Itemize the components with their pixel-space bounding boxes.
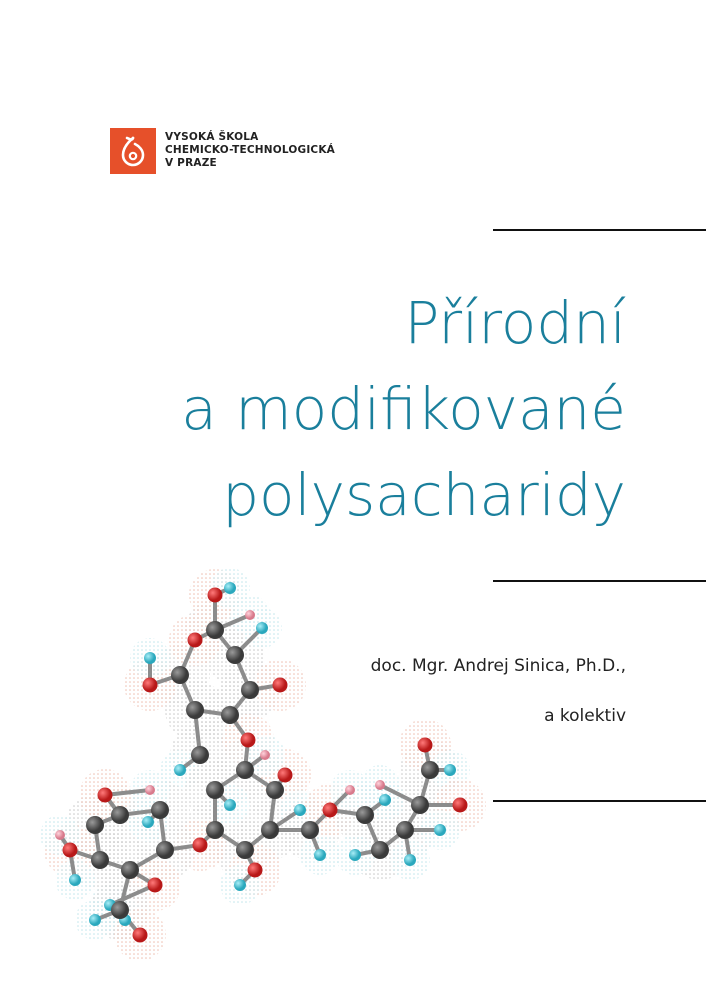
oxygen-atom xyxy=(278,768,293,783)
institution-line-1: VYSOKÁ ŠKOLA xyxy=(165,131,259,143)
hydrogen-atom xyxy=(144,652,156,664)
divider-middle xyxy=(493,580,706,582)
carbon-atom xyxy=(301,821,319,839)
author-collective: a kolektiv xyxy=(544,706,626,726)
hydrogen-atom xyxy=(314,849,326,861)
oxygen-atom xyxy=(63,843,78,858)
molecule-ball-and-stick-icon xyxy=(0,560,500,960)
carbon-atom xyxy=(236,841,254,859)
hydrogen-atom xyxy=(224,799,236,811)
title-line-3: polysacharidy xyxy=(222,461,626,529)
oxygen-atom xyxy=(208,588,223,603)
oxygen-atom xyxy=(98,788,113,803)
oxygen-atom xyxy=(418,738,433,753)
oxygen-atom xyxy=(453,798,468,813)
hydroxyl-hydrogen-atom xyxy=(345,785,355,795)
carbon-atom xyxy=(206,621,224,639)
carbon-atom xyxy=(221,706,239,724)
carbon-atom xyxy=(156,841,174,859)
hydrogen-atom xyxy=(174,764,186,776)
institution-line-2: CHEMICKO-TECHNOLOGICKÁ xyxy=(165,144,336,156)
carbon-atom xyxy=(151,801,169,819)
vscht-logo-icon xyxy=(110,128,156,174)
carbon-atom xyxy=(111,806,129,824)
hydrogen-atom xyxy=(234,879,246,891)
oxygen-atom xyxy=(188,633,203,648)
oxygen-atom xyxy=(323,803,338,818)
carbon-atom xyxy=(186,701,204,719)
divider-top xyxy=(493,229,706,231)
carbon-atom xyxy=(191,746,209,764)
hydrogen-atom xyxy=(256,622,268,634)
hydrogen-atom xyxy=(224,582,236,594)
oxygen-atom xyxy=(143,678,158,693)
hydrogen-atom xyxy=(69,874,81,886)
hydrogen-atom xyxy=(434,824,446,836)
hydrogen-atom xyxy=(349,849,361,861)
title-line-2: a modifikované xyxy=(181,375,626,443)
carbon-atom xyxy=(111,901,129,919)
oxygen-atom xyxy=(193,838,208,853)
carbon-atom xyxy=(371,841,389,859)
oxygen-atom xyxy=(273,678,288,693)
carbon-atom xyxy=(396,821,414,839)
title-line-1: Přírodní xyxy=(404,289,626,357)
hydrogen-atom xyxy=(142,816,154,828)
carbon-atom xyxy=(266,781,284,799)
oxygen-atom xyxy=(133,928,148,943)
author-name: doc. Mgr. Andrej Sinica, Ph.D., xyxy=(370,656,626,676)
carbon-atom xyxy=(206,781,224,799)
hydroxyl-hydrogen-atom xyxy=(55,830,65,840)
hydrogen-atom xyxy=(444,764,456,776)
carbon-atom xyxy=(411,796,429,814)
hydrogen-atom xyxy=(89,914,101,926)
hydroxyl-hydrogen-atom xyxy=(260,750,270,760)
hydroxyl-hydrogen-atom xyxy=(145,785,155,795)
hydrogen-atom xyxy=(379,794,391,806)
carbon-atom xyxy=(171,666,189,684)
book-title xyxy=(181,280,626,538)
carbon-atom xyxy=(356,806,374,824)
oxygen-atom xyxy=(241,733,256,748)
oxygen-atom xyxy=(248,863,263,878)
carbon-atom xyxy=(86,816,104,834)
institution-line-3: V PRAZE xyxy=(165,157,217,169)
carbon-atom xyxy=(236,761,254,779)
hydroxyl-hydrogen-atom xyxy=(375,780,385,790)
institution-name xyxy=(165,131,335,170)
hydrogen-atom xyxy=(404,854,416,866)
carbon-atom xyxy=(91,851,109,869)
carbon-atom xyxy=(241,681,259,699)
carbon-atom xyxy=(121,861,139,879)
divider-bottom xyxy=(493,800,706,802)
carbon-atom xyxy=(421,761,439,779)
institution-logo xyxy=(110,128,335,174)
oxygen-atom xyxy=(148,878,163,893)
carbon-atom xyxy=(206,821,224,839)
carbon-atom xyxy=(261,821,279,839)
hydrogen-atom xyxy=(294,804,306,816)
hydroxyl-hydrogen-atom xyxy=(245,610,255,620)
carbon-atom xyxy=(226,646,244,664)
